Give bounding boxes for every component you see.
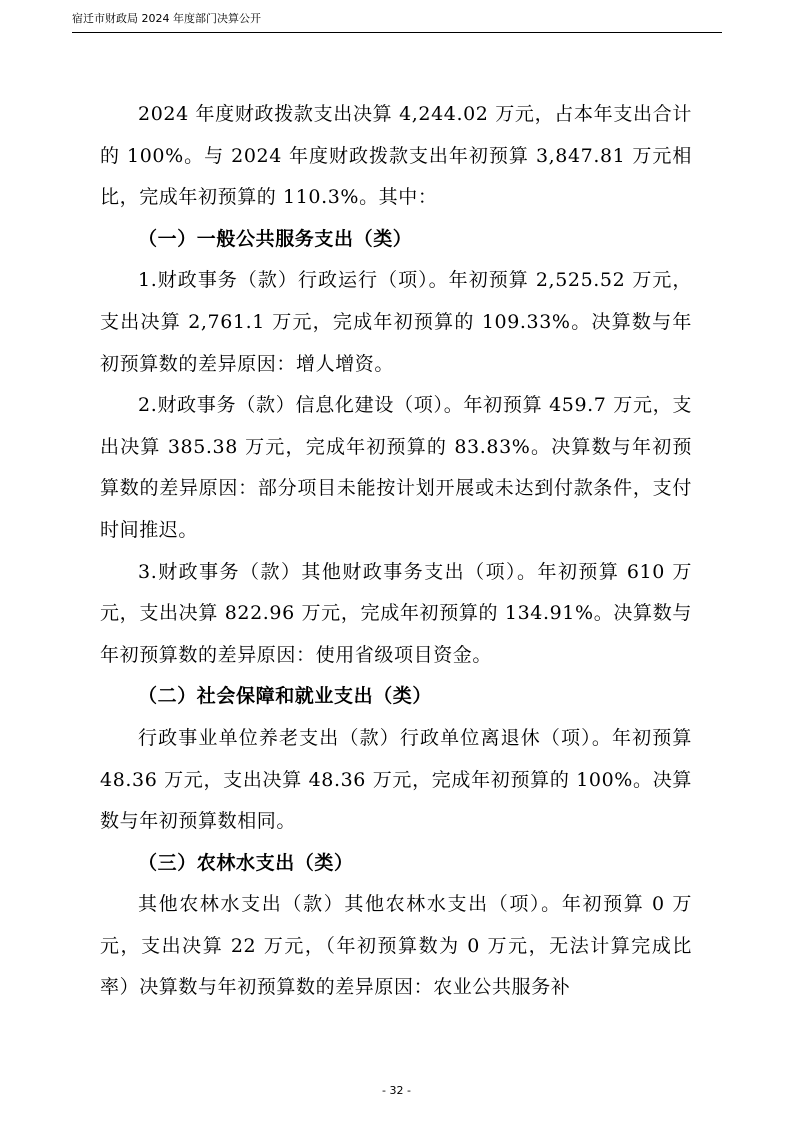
page-number: - 32 - — [382, 1084, 411, 1097]
intro-paragraph: 2024 年度财政拨款支出决算 4,244.02 万元，占本年支出合计的 100%。与 2024 年度财政拨款支出年初预算 3,847.81 万元相比，完成年初预算的 110.3%。其中： — [100, 103, 692, 209]
document-body — [100, 94, 692, 1009]
paragraph-other-finance: 3.财政事务（款）其他财政事务支出（项）。年初预算 610 万元，支出决算 822.96 万元，完成年初预算的 134.91%。决算数与年初预算数的差异原因：使用省级项目资金。 — [100, 560, 692, 666]
header-title: 宿迁市财政局 2024 年度部门决算公开 — [72, 12, 261, 25]
paragraph-it-construction: 2.财政事务（款）信息化建设（项）。年初预算 459.7 万元，支出决算 385.38 万元，完成年初预算的 83.83%。决算数与年初预算数的差异原因：部分项目未能按计划开展或未达到付款条件，支付时间推迟。 — [100, 394, 692, 541]
paragraph-retirement: 行政事业单位养老支出（款）行政单位离退休（项）。年初预算 48.36 万元，支出决算 48.36 万元，完成年初预算的 100%。决算数与年初预算数相同。 — [100, 726, 692, 833]
section-heading-social-security: （二）社会保障和就业支出（类） — [138, 685, 433, 708]
section-heading-agriculture: （三）农林水支出（类） — [138, 851, 354, 874]
page-header — [72, 10, 722, 33]
section-heading-general-public-services: （一）一般公共服务支出（类） — [138, 227, 413, 250]
paragraph-admin-operation: 1.财政事务（款）行政运行（项）。年初预算 2,525.52 万元，支出决算 2,761.1 万元，完成年初预算的 109.33%。决算数与年初预算数的差异原因：增人增资。 — [100, 269, 692, 375]
paragraph-agriculture-other: 其他农林水支出（款）其他农林水支出（项）。年初预算 0 万元，支出决算 22 万元，（年初预算数为 0 万元，无法计算完成比率）决算数与年初预算数的差异原因：农业公共服务补 — [100, 893, 692, 999]
